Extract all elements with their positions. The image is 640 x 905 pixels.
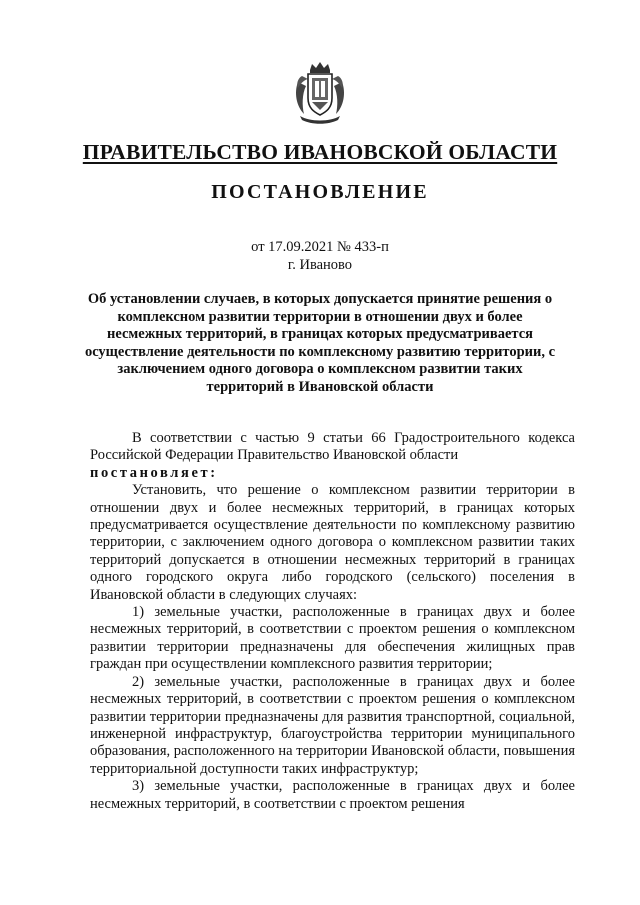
date-number-block [0,238,640,274]
list-item-1: 1) земельные участки, расположенные в границах двух и более несмежных территорий, в соответствии с проектом решения о комплексном развитии территории предназначены для обеспечения жилищных прав граждан при осуществлении комплексного развития территории; [90,604,575,673]
resolves-word: постановляет: [90,464,218,481]
list-item-2: 2) земельные участки, расположенные в границах двух и более несмежных территорий, в соответствии с проектом решения о комплексном развитии территории предназначены для развития транспортной, социальной, инженерной инфраструктур, благоустройства территории муниципального образования, расположенного на территории Ивановской области, повышения территориальной доступности таких инфраструктур; [90,673,575,777]
document-body [90,430,575,813]
city: г. Иваново [287,257,353,273]
government-name: ПРАВИТЕЛЬСТВО ИВАНОВСКОЙ ОБЛАСТИ [82,140,558,164]
list-item-3: 3) земельные участки, расположенные в границах двух и более несмежных территорий, в соответствии с проектом решения [90,778,575,812]
intro-paragraph [90,430,575,465]
paragraph-main: Установить, что решение о комплексном развитии территории в отношении двух и более несмежных территорий, в границах которых предусматривается осуществление деятельности по комплексному развитию территории, с заключением одного договора о комплексном развитии таких территорий допускается в отношении несмежных территорий в границах одного городского округа либо городского (сельского) поселения в Ивановской области в следующих случаях: [90,482,575,603]
resolves-line [90,465,575,482]
coat-of-arms-graphic [292,62,348,126]
document-subject: Об установлении случаев, в которых допускается принятие решения о комплексном развитии территории в отношении двух и более несмежных территорий, в границах которых предусматривается осуществление деятельности по комплексному развитию территории, с заключением одного договора о комплексном развитии таких территорий в Ивановской области [84,291,556,395]
intro-text: В соответствии с частью 9 статьи 66 Градостроительного кодекса Российской Федерации Правительство Ивановской области [90,430,575,464]
document-type-title: ПОСТАНОВЛЕНИЕ [211,181,429,203]
date-and-number: от 17.09.2021 № 433-п [251,239,389,255]
coat-of-arms-icon [292,62,348,126]
